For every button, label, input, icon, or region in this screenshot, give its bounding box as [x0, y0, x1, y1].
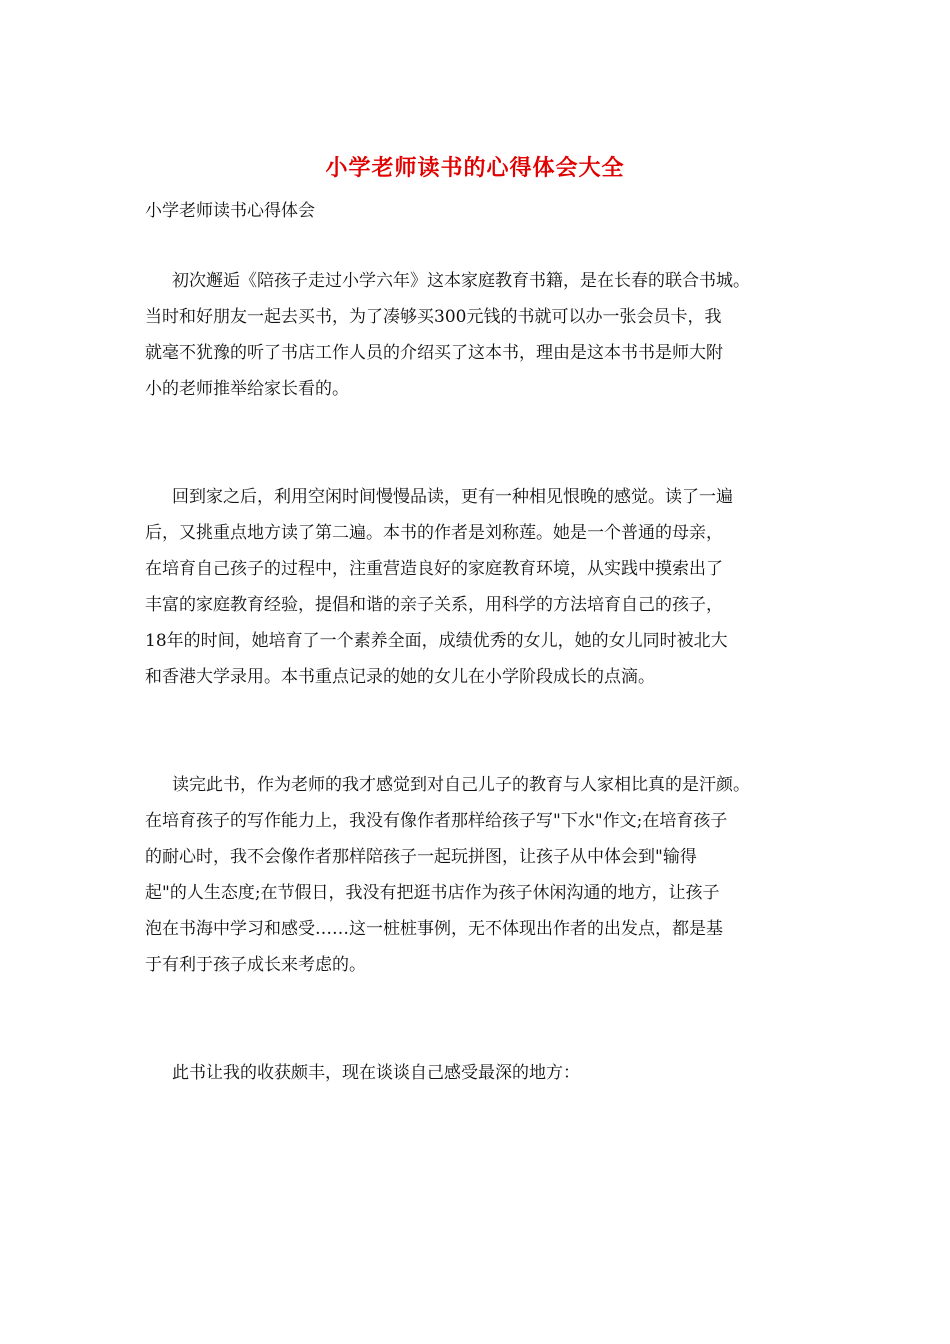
- paragraph-1-line-1: 初次邂逅《陪孩子走过小学六年》这本家庭教育书籍，是在长春的联合书城。: [172, 271, 750, 291]
- paragraph-3-line-3: 的耐心时，我不会像作者那样陪孩子一起玩拼图，让孩子从中体会到"输得: [145, 847, 697, 867]
- paragraph-1-line-4: 小的老师推举给家长看的。: [145, 379, 349, 399]
- paragraph-1-line-2: 当时和好朋友一起去买书，为了凑够买300元钱的书就可以办一张会员卡，我: [145, 307, 722, 327]
- paragraph-3-line-5: 泡在书海中学习和感受……这一桩桩事例，无不体现出作者的出发点，都是基: [145, 919, 723, 939]
- document-subtitle: 小学老师读书心得体会: [145, 201, 315, 221]
- paragraph-3-line-4: 起"的人生态度;在节假日，我没有把逛书店作为孩子休闲沟通的地方，让孩子: [145, 883, 720, 903]
- paragraph-3-line-6: 于有利于孩子成长来考虑的。: [145, 955, 366, 975]
- paragraph-2-line-3: 在培育自己孩子的过程中，注重营造良好的家庭教育环境，从实践中摸索出了: [145, 559, 723, 579]
- paragraph-3-line-1: 读完此书，作为老师的我才感觉到对自己儿子的教育与人家相比真的是汗颜。: [172, 775, 750, 795]
- paragraph-2-line-6: 和香港大学录用。本书重点记录的她的女儿在小学阶段成长的点滴。: [145, 667, 655, 687]
- paragraph-1-line-3: 就毫不犹豫的听了书店工作人员的介绍买了这本书，理由是这本书书是师大附: [145, 343, 723, 363]
- paragraph-2-line-5: 18年的时间，她培育了一个素养全面，成绩优秀的女儿，她的女儿同时被北大: [145, 631, 728, 651]
- paragraph-2-line-2: 后，又挑重点地方读了第二遍。本书的作者是刘称莲。她是一个普通的母亲，: [145, 523, 723, 543]
- document-title: 小学老师读书的心得体会大全: [325, 155, 625, 181]
- paragraph-3-line-2: 在培育孩子的写作能力上，我没有像作者那样给孩子写"下水"作文;在培育孩子: [145, 811, 728, 831]
- paragraph-2-line-4: 丰富的家庭教育经验，提倡和谐的亲子关系，用科学的方法培育自己的孩子，: [145, 595, 723, 615]
- paragraph-2-line-1: 回到家之后，利用空闲时间慢慢品读，更有一种相见恨晚的感觉。读了一遍: [172, 487, 733, 507]
- paragraph-4-line-1: 此书让我的收获颇丰，现在谈谈自己感受最深的地方：: [172, 1063, 580, 1083]
